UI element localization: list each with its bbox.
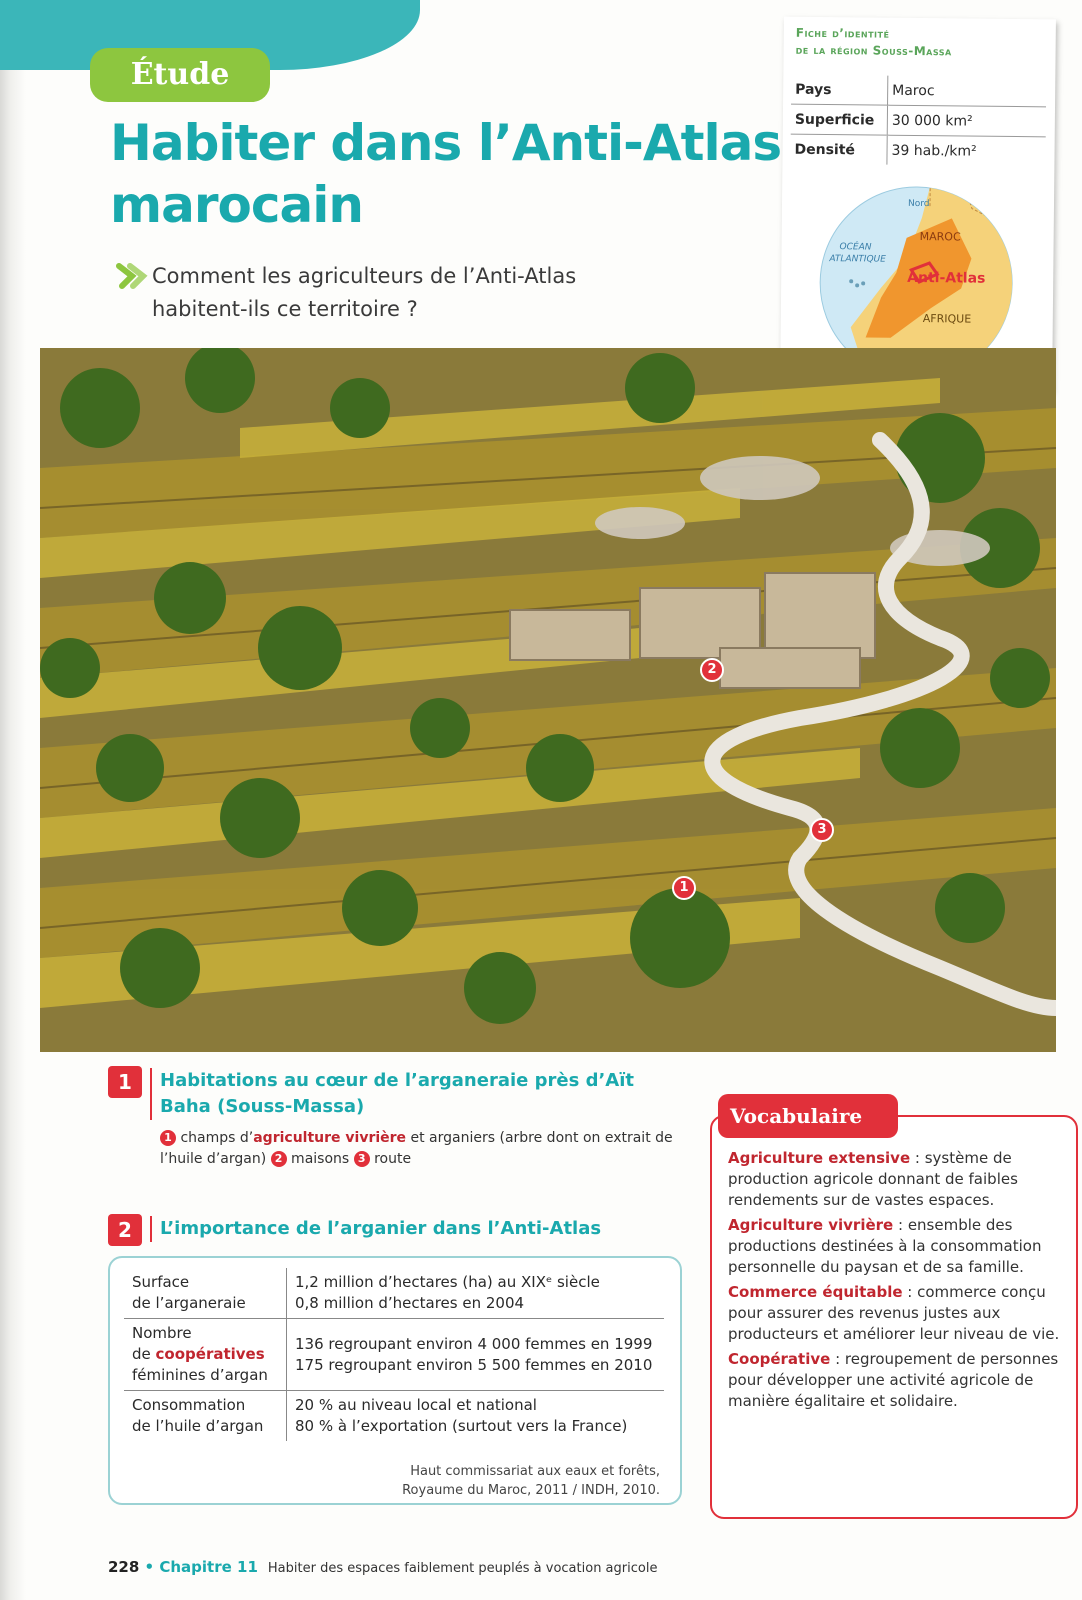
row-label-line: Surface bbox=[132, 1273, 190, 1291]
source-line: Haut commissariat aux eaux et forêts, bbox=[410, 1464, 660, 1479]
caption-text: champs d’ bbox=[176, 1130, 254, 1146]
identity-key: Superficie bbox=[791, 104, 888, 135]
row-value-line: 175 regroupant environ 5 500 femmes en 2010 bbox=[295, 1355, 653, 1374]
identity-row bbox=[791, 104, 1046, 137]
identity-value: Maroc bbox=[892, 82, 935, 99]
row-value-line: 1,2 million d’hectares (ha) au XIXᵉ siècle bbox=[295, 1273, 600, 1291]
arrow-right-icon bbox=[116, 260, 150, 290]
identity-value: 30 000 km² bbox=[887, 105, 1046, 137]
caption-text: maisons bbox=[286, 1151, 354, 1167]
identity-row bbox=[790, 134, 1045, 166]
page-title: Habiter dans l’Anti-Atlas marocain bbox=[110, 114, 782, 234]
identity-table bbox=[790, 75, 1046, 167]
table-source bbox=[300, 1462, 660, 1500]
row-value-line: 80 % à l’exportation (surtout vers la France) bbox=[295, 1417, 628, 1435]
vocab-term: Commerce équitable bbox=[728, 1283, 903, 1301]
terraces-illustration bbox=[40, 348, 1056, 1052]
doc2-number: 2 bbox=[108, 1214, 142, 1246]
row-value-line: 0,8 million d’hectares en 2004 bbox=[295, 1294, 525, 1312]
identity-card-heading-line1: Fiche d’identité bbox=[795, 25, 890, 41]
vocab-term: Agriculture vivrière bbox=[728, 1216, 894, 1234]
table-row bbox=[124, 1268, 664, 1319]
caption-dot-2: 2 bbox=[271, 1151, 287, 1167]
chapter-subtitle: Habiter des espaces faiblement peuplés à vocation agricole bbox=[267, 1561, 658, 1576]
caption-text: et arganiers (arbre dont on extrait de l’huile d’argan) bbox=[160, 1130, 673, 1167]
photo-marker-1: 1 bbox=[672, 876, 696, 900]
row-value-line: 136 regroupant environ 4 000 femmes en 1999 bbox=[295, 1334, 653, 1353]
caption-keyword: agriculture vivrière bbox=[253, 1130, 407, 1146]
row-label bbox=[124, 1319, 287, 1391]
row-label-line: Consommation bbox=[132, 1396, 246, 1414]
vocab-definition: : système de production agricole donnant de faibles rendements sur de vastes espaces. bbox=[728, 1149, 1018, 1209]
vocab-entry bbox=[728, 1215, 1068, 1278]
caption-dot-1: 1 bbox=[160, 1130, 176, 1146]
vocab-term: Coopérative bbox=[728, 1350, 831, 1368]
row-label-keyword: coopératives bbox=[155, 1345, 265, 1363]
identity-value: 39 hab./km² bbox=[887, 135, 1046, 166]
doc1-caption bbox=[160, 1128, 680, 1170]
doc2-title: L’importance de l’arganier dans l’Anti-Atlas bbox=[150, 1216, 680, 1242]
row-label-line: de l’huile d’argan bbox=[132, 1417, 264, 1435]
identity-card-heading-line2: de la région Souss-Massa bbox=[795, 42, 952, 59]
doc1-number: 1 bbox=[108, 1066, 142, 1098]
vocabulary-title: Vocabulaire bbox=[718, 1094, 898, 1138]
vocab-definition: : commerce conçu pour assurer des revenus justes aux producteurs et améliorer leur niveau de vie. bbox=[728, 1283, 1060, 1343]
table-row bbox=[124, 1391, 664, 1442]
row-label-line bbox=[132, 1344, 278, 1365]
vocab-definition: : ensemble des productions destinées à la consommation personnelle du paysan et de sa famille. bbox=[728, 1216, 1042, 1276]
row-label-line: Nombre bbox=[132, 1324, 192, 1342]
row-label-line: de l’arganeraie bbox=[132, 1294, 246, 1312]
etude-badge: Étude bbox=[90, 48, 270, 102]
map-country-label: MAROC bbox=[919, 230, 961, 244]
footer-separator: • bbox=[139, 1558, 160, 1576]
page-footer bbox=[108, 1556, 1008, 1580]
caption-text: route bbox=[369, 1151, 412, 1167]
vocab-definition: : regroupement de personnes pour développer une activité agricole de manière égalitaire et solidaire. bbox=[728, 1350, 1059, 1410]
vocab-entry bbox=[728, 1148, 1068, 1211]
page-number: 228 bbox=[108, 1558, 140, 1576]
source-line: Royaume du Maroc, 2011 / INDH, 2010. bbox=[402, 1483, 660, 1498]
identity-row bbox=[791, 75, 1046, 107]
vocab-term: Agriculture extensive bbox=[728, 1149, 911, 1167]
question-text: Comment les agriculteurs de l’Anti-Atlas habitent-ils ce territoire ? bbox=[152, 264, 577, 321]
photo-marker-3: 3 bbox=[810, 818, 834, 842]
identity-card bbox=[780, 17, 1056, 392]
identity-card-heading bbox=[796, 25, 1046, 62]
landscape-photo bbox=[40, 348, 1056, 1052]
map-ocean-label-1: OCÉAN bbox=[839, 242, 872, 253]
map-continent-label: AFRIQUE bbox=[922, 312, 972, 326]
row-value-line: 20 % au niveau local et national bbox=[295, 1396, 537, 1414]
argan-table bbox=[124, 1268, 664, 1441]
row-label-line: féminines d’argan bbox=[132, 1366, 268, 1384]
vocab-entry bbox=[728, 1349, 1068, 1412]
photo-marker-2: 2 bbox=[700, 658, 724, 682]
table-row bbox=[124, 1319, 664, 1391]
vocabulary-list bbox=[728, 1148, 1068, 1416]
caption-dot-3: 3 bbox=[354, 1151, 370, 1167]
doc1-title: Habitations au cœur de l’arganeraie près d’Aït Baha (Souss-Massa) bbox=[150, 1068, 680, 1120]
identity-key: Pays bbox=[791, 75, 888, 106]
map-region-label: Anti-Atlas bbox=[907, 269, 986, 287]
row-label bbox=[124, 1391, 287, 1442]
row-values bbox=[287, 1268, 665, 1319]
chapter-label: Chapitre 11 bbox=[159, 1558, 258, 1576]
page-edge bbox=[0, 0, 26, 1600]
row-label bbox=[124, 1268, 287, 1319]
map-north-label: Nord bbox=[907, 198, 930, 210]
row-values bbox=[287, 1319, 665, 1391]
vocab-entry bbox=[728, 1282, 1068, 1345]
row-label-text: de bbox=[132, 1345, 156, 1363]
map-ocean-label-2: ATLANTIQUE bbox=[829, 254, 886, 265]
row-values bbox=[287, 1391, 665, 1442]
identity-key: Densité bbox=[790, 134, 887, 165]
